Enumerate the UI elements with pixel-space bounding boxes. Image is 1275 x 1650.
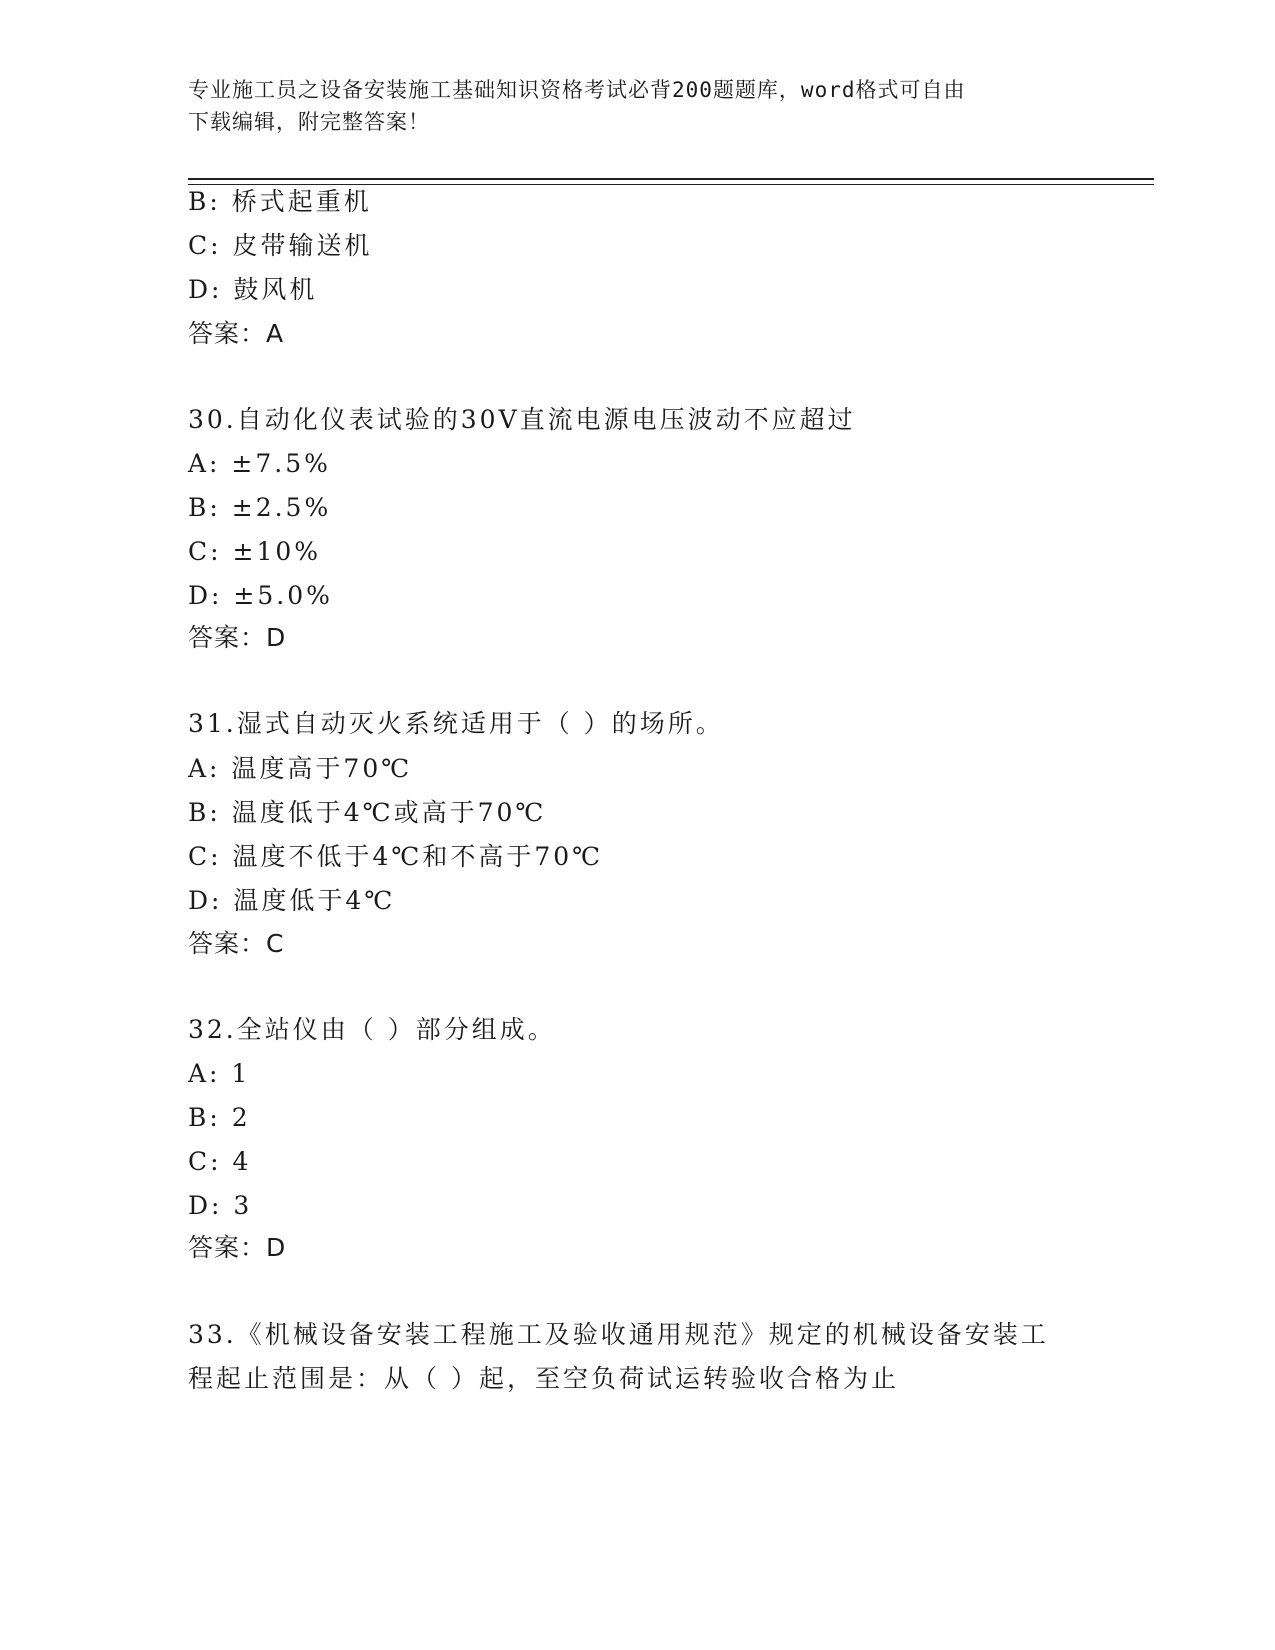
- q29-answer: 答案：A: [188, 319, 285, 348]
- q32-option-d: D: 3: [188, 1191, 253, 1220]
- q30-answer: 答案：D: [188, 623, 287, 652]
- q33-stem-line-1: 33.《机械设备安装工程施工及验收通用规范》规定的机械设备安装工: [188, 1320, 1049, 1349]
- q29-option-b: B: 桥式起重机: [188, 187, 372, 216]
- q33-stem-line-2: 程起止范围是：从（ ）起，至空负荷试运转验收合格为止: [188, 1364, 899, 1393]
- q30-option-a: A: ±7.5%: [188, 449, 331, 478]
- q30-option-b: B: ±2.5%: [188, 493, 332, 522]
- header-divider-thin: [188, 184, 1154, 185]
- q30-stem: 30.自动化仪表试验的30V直流电源电压波动不应超过: [188, 405, 856, 434]
- q31-option-d: D: 温度低于4℃: [188, 886, 396, 915]
- header-divider-thick: [188, 178, 1154, 180]
- header-line-2: 下载编辑，附完整答案！: [188, 110, 430, 134]
- q31-option-b: B: 温度低于4℃或高于70℃: [188, 798, 547, 827]
- q32-stem: 32.全站仪由（ ）部分组成。: [188, 1015, 556, 1044]
- q32-answer: 答案：D: [188, 1233, 287, 1262]
- q30-option-c: C: ±10%: [188, 537, 322, 566]
- q29-option-d: D: 鼓风机: [188, 275, 318, 304]
- q29-option-c: C: 皮带输送机: [188, 231, 373, 260]
- q31-answer: 答案：C: [188, 929, 285, 958]
- header-line-1: 专业施工员之设备安装施工基础知识资格考试必背200题题库，word格式可自由: [188, 78, 966, 102]
- document-header: [188, 74, 1068, 138]
- q32-option-b: B: 2: [188, 1103, 251, 1132]
- q32-option-a: A: 1: [188, 1059, 251, 1088]
- q32-option-c: C: 4: [188, 1147, 252, 1176]
- q30-option-d: D: ±5.0%: [188, 581, 333, 610]
- q31-option-c: C: 温度不低于4℃和不高于70℃: [188, 842, 604, 871]
- q31-option-a: A: 温度高于70℃: [188, 754, 413, 783]
- q31-stem: 31.湿式自动灭火系统适用于（ ）的场所。: [188, 709, 724, 738]
